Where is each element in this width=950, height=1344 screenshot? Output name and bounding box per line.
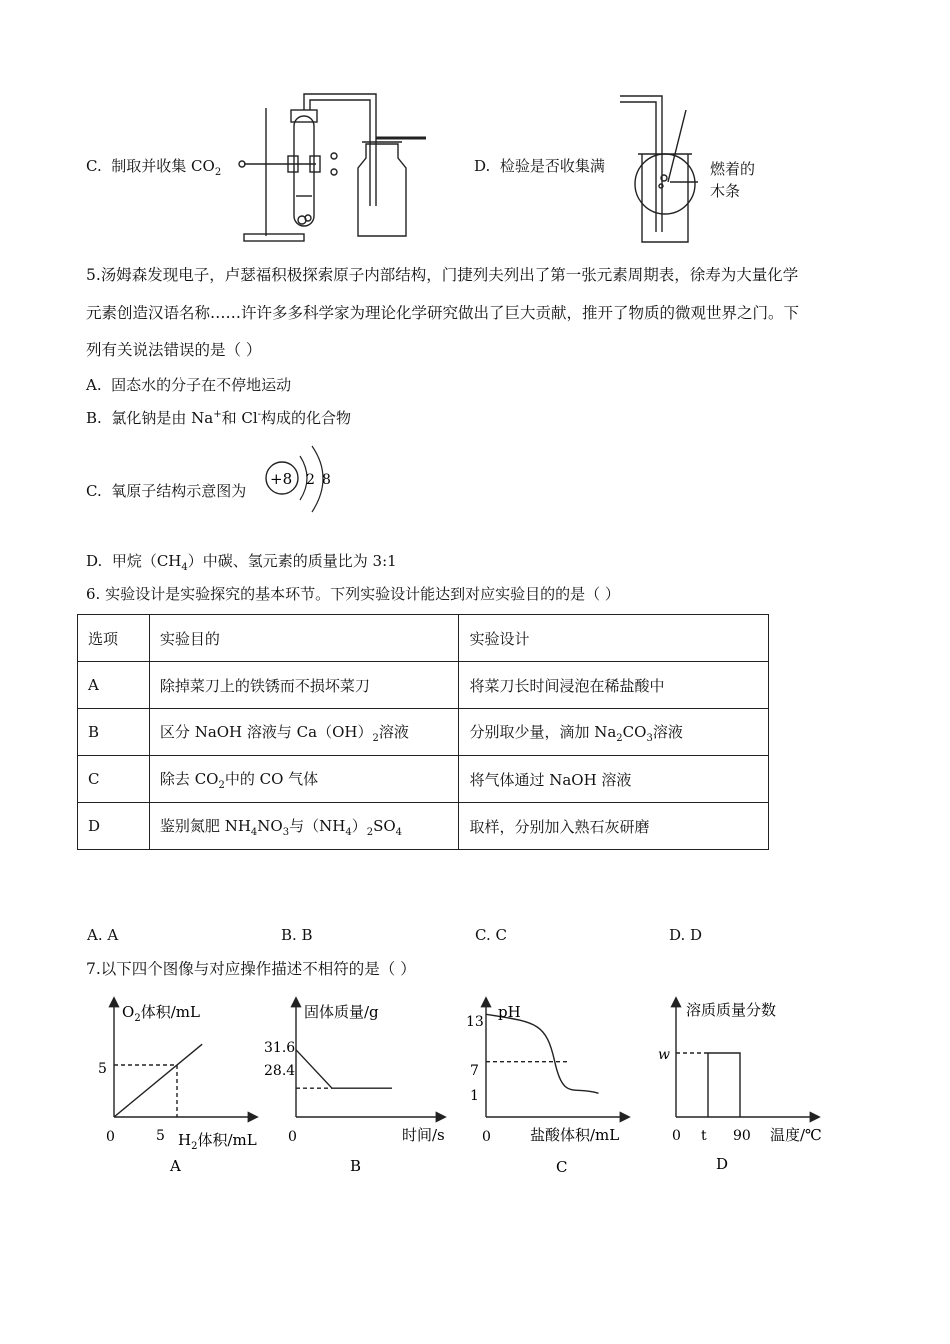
chart-a-ytick: 5 [98,1061,107,1077]
stick-label-2: 木条 [710,182,741,200]
chart-a-xtick: 5 [156,1128,165,1144]
chart-a-xlabel: $H_2$体积/mL [178,1131,257,1152]
shell2-electrons: 8 [322,472,331,488]
chart-b-series-line [296,1050,392,1088]
q4-option-d: D. 检验是否收集满 [474,157,605,175]
oxygen-atom-diagram [262,442,342,518]
burning-stick-label: 燃着的 [710,160,756,178]
chart-b-xlabel: 时间/s [402,1126,445,1144]
answer-b: B. B [281,926,313,944]
chart-c-ylabel: pH [498,1003,521,1021]
chart-c-origin: 0 [482,1129,491,1145]
chart-a-caption: A [170,1157,181,1175]
co2-apparatus-figure [236,86,436,246]
chart-c-xlabel: 盐酸体积/mL [530,1126,620,1144]
chart-d-xtick1: t [701,1128,707,1144]
chart-b-caption: B [350,1157,362,1175]
chart-b-ytick2: 28.4 [264,1063,296,1079]
chart-d-origin: 0 [672,1128,681,1144]
q5-option-b: B. 氯化钠是由 Na+和 Cl-构成的化合物 [86,409,352,427]
answer-d: D. D [669,926,703,944]
chart-d-series-line [708,1053,740,1117]
collection-check-figure [618,92,708,246]
q5-stem-line2: 元素创造汉语名称……许许多多科学家为理论化学研究做出了巨大贡献，推开了物质的微观世界之门。下 [86,304,800,322]
q4-option-c: C. 制取并收集 $CO_2$ [86,157,222,178]
chart-d-ytick: w [658,1047,670,1063]
nucleus-charge: +8 [270,470,293,488]
chart-a-ylabel: $O_2$体积/mL [122,1003,200,1024]
chart-b-ylabel: 固体质量/g [304,1003,379,1021]
q6-stem: 6. 实验设计是实验探究的基本环节。下列实验设计能达到对应实验目的的是（ ） [86,585,620,603]
chart-b-ytick1: 31.6 [264,1040,296,1056]
chart-c-ytick1: 13 [466,1014,484,1030]
table-header-row [78,615,769,662]
chart-d-xtick2: 90 [733,1128,751,1144]
q5-option-a: A. 固态水的分子在不停地运动 [86,376,292,394]
chart-c-caption: C [556,1158,568,1176]
header-option: 选项 [78,615,150,662]
header-design: 实验设计 [459,615,769,662]
table-row: C 除去 $CO_2$中的 CO 气体 将气体通过 NaOH 溶液 [78,756,769,803]
chart-b-origin: 0 [288,1129,297,1145]
q7-charts [80,995,860,1185]
shell1-electrons: 2 [306,472,315,488]
chart-d-xlabel: 温度/℃ [770,1126,822,1144]
chart-a-series-line [114,1044,202,1117]
q5-option-d: D. 甲烷$(CH_4)$中碳、氢元素的质量比为 3:1 [86,552,397,573]
answer-c: C. C [475,926,507,944]
q5-option-c: C. 氧原子结构示意图为 [86,482,247,500]
table-row: B 区分 NaOH 溶液与 $Ca(OH)_2$溶液 分别取少量，滴加 $Na_2CO_3$溶液 [78,709,769,756]
chart-c-ytick2: 7 [470,1063,479,1079]
table-row: D 鉴别氮肥 $NH_4NO_3$与$(NH_4)_2SO_4$ 取样，分别加入熟石灰研磨 [78,803,769,850]
header-goal: 实验目的 [149,615,459,662]
experiment-table [77,614,769,850]
chart-d-caption: D [716,1155,729,1173]
chart-c-series-curve [486,1014,599,1093]
answer-a: A. A [87,926,119,944]
chart-a-origin: 0 [106,1129,115,1145]
chart-d-ylabel: 溶质质量分数 [686,1001,777,1019]
q5-stem-line3: 列有关说法错误的是（ ） [86,341,262,359]
q7-stem: 7.以下四个图像与对应操作描述不相符的是（ ） [86,960,416,978]
chart-c-ytick3: 1 [470,1088,479,1104]
q5-stem-line1: 5.汤姆森发现电子，卢瑟福积极探索原子内部结构，门捷列夫列出了第一张元素周期表，徐寿为大量化学 [86,266,799,284]
table-row: A 除掉菜刀上的铁锈而不损坏菜刀 将菜刀长时间浸泡在稀盐酸中 [78,662,769,709]
